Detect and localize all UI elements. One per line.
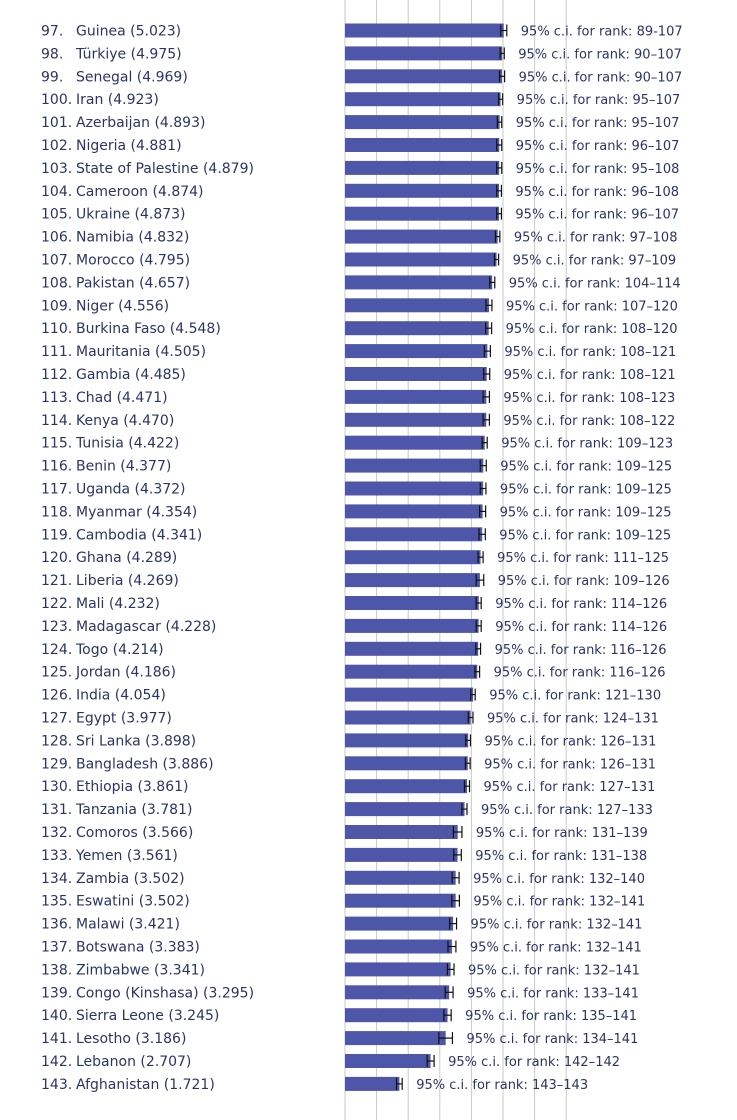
- bar: [345, 550, 481, 564]
- bar: [345, 596, 479, 610]
- bar: [345, 138, 499, 152]
- bar: [345, 619, 479, 633]
- country-label: Ukraine (4.873): [76, 206, 186, 223]
- bar: [345, 779, 467, 793]
- country-label: Sri Lanka (3.898): [76, 733, 197, 750]
- ci-label: 95% c.i. for rank: 116–126: [493, 665, 666, 681]
- ci-label: 95% c.i. for rank: 133–141: [467, 986, 639, 1002]
- ci-label: 95% c.i. for rank: 96–107: [515, 139, 680, 154]
- rank-label: 125.: [41, 664, 73, 681]
- rank-label: 98.: [41, 46, 64, 63]
- country-label: India (4.054): [76, 687, 166, 704]
- bar: [345, 367, 487, 381]
- rank-label: 127.: [41, 710, 73, 727]
- rank-label: 138.: [41, 962, 73, 979]
- country-label: Zimbabwe (3.341): [76, 962, 205, 979]
- rank-label: 130.: [41, 779, 73, 796]
- rank-label: 110.: [41, 321, 73, 338]
- rank-label: 123.: [41, 618, 73, 635]
- ci-label: 95% c.i. for rank: 114–126: [495, 619, 668, 635]
- ci-label: 95% c.i. for rank: 132–141: [469, 940, 642, 956]
- rank-label: 105.: [41, 206, 73, 223]
- rank-label: 106.: [41, 229, 73, 246]
- bar: [345, 344, 487, 358]
- bar: [345, 482, 483, 496]
- country-label: Zambia (3.502): [76, 870, 185, 887]
- bar: [345, 46, 502, 60]
- country-label: Lebanon (2.707): [76, 1054, 192, 1070]
- rank-label: 140.: [41, 1008, 73, 1025]
- bar: [345, 894, 456, 908]
- ci-label: 95% c.i. for rank: 109–125: [499, 482, 672, 498]
- ci-label: 95% c.i. for rank: 109–125: [499, 528, 672, 544]
- bar: [345, 459, 483, 473]
- ci-label: 95% c.i. for rank: 135–141: [465, 1009, 638, 1025]
- bar: [345, 230, 498, 244]
- ci-label: 95% c.i. for rank: 107–120: [505, 299, 678, 315]
- ci-label: 95% c.i. for rank: 104–114: [508, 276, 681, 292]
- rank-label: 135.: [41, 893, 73, 910]
- ci-label: 95% c.i. for rank: 132–140: [473, 871, 645, 887]
- country-label: Liberia (4.269): [76, 573, 179, 590]
- bar: [345, 711, 471, 725]
- country-label: Tanzania (3.781): [76, 802, 193, 819]
- country-label: State of Palestine (4.879): [76, 160, 254, 177]
- ci-label: 95% c.i. for rank: 90–107: [518, 47, 682, 63]
- rank-label: 97.: [41, 23, 64, 40]
- rank-label: 99.: [41, 69, 64, 86]
- rank-label: 107.: [41, 252, 73, 269]
- rank-label: 134.: [41, 870, 73, 887]
- country-label: Afghanistan (1.721): [76, 1076, 215, 1093]
- rank-label: 109.: [41, 298, 73, 315]
- rank-label: 116.: [41, 458, 73, 475]
- rank-label: 111.: [41, 344, 73, 361]
- rank-label: 100.: [41, 92, 73, 109]
- ci-label: 95% c.i. for rank: 126–131: [484, 734, 657, 750]
- ci-label: 95% c.i. for rank: 97–108: [513, 230, 678, 246]
- ci-label: 95% c.i. for rank: 96–108: [515, 184, 680, 200]
- rank-label: 143.: [41, 1076, 73, 1093]
- rank-label: 137.: [41, 939, 73, 956]
- country-label: Yemen (3.561): [76, 847, 178, 864]
- country-label: Mauritania (4.505): [76, 344, 207, 361]
- rank-label: 114.: [41, 412, 73, 429]
- bar: [345, 24, 504, 38]
- rank-label: 118.: [41, 504, 73, 521]
- bar: [345, 756, 468, 770]
- ci-label: 95% c.i. for rank: 124–131: [486, 711, 659, 727]
- rank-label: 124.: [41, 641, 73, 658]
- rank-label: 139.: [41, 985, 73, 1002]
- bar: [345, 1054, 431, 1068]
- rank-label: 101.: [41, 115, 73, 132]
- ci-label: 95% c.i. for rank: 132–141: [468, 963, 640, 979]
- bar: [345, 1008, 448, 1022]
- country-label: Egypt (3.977): [76, 710, 172, 727]
- bar: [345, 504, 483, 518]
- bar: [345, 92, 501, 106]
- rank-label: 103.: [41, 160, 73, 177]
- ci-label: 95% c.i. for rank: 97–109: [512, 253, 677, 269]
- rank-label: 141.: [41, 1031, 73, 1048]
- bar: [345, 115, 500, 129]
- rank-label: 121.: [41, 573, 73, 590]
- rank-label: 128.: [41, 733, 73, 750]
- rank-label: 122.: [41, 596, 73, 612]
- rank-label: 104.: [41, 183, 73, 200]
- country-label: Comoros (3.566): [76, 825, 194, 841]
- rank-label: 142.: [41, 1054, 73, 1070]
- country-label: Myanmar (4.354): [76, 504, 198, 521]
- bar: [345, 161, 499, 175]
- country-label: Azerbaijan (4.893): [76, 115, 206, 132]
- ci-label: 95% c.i. for rank: 89-107: [520, 24, 683, 40]
- bar: [345, 1077, 399, 1091]
- bar: [345, 253, 497, 267]
- bar: [345, 527, 482, 541]
- bar: [345, 413, 486, 427]
- country-label: Mali (4.232): [76, 596, 160, 612]
- ci-label: 95% c.i. for rank: 143–143: [416, 1077, 589, 1093]
- ci-label: 95% c.i. for rank: 132–141: [470, 917, 643, 933]
- rank-label: 126.: [41, 687, 73, 704]
- bar: [345, 573, 480, 587]
- ci-label: 95% c.i. for rank: 121–130: [489, 688, 662, 704]
- bar: [345, 985, 449, 999]
- country-label: Sierra Leone (3.245): [76, 1008, 220, 1025]
- country-label: Jordan (4.186): [76, 664, 176, 681]
- bar: [345, 688, 473, 702]
- country-label: Chad (4.471): [76, 389, 168, 406]
- rank-label: 131.: [41, 802, 73, 819]
- bar: [345, 321, 489, 335]
- country-label: Ethiopia (3.861): [76, 779, 189, 796]
- country-label: Guinea (5.023): [76, 23, 182, 40]
- ci-label: 95% c.i. for rank: 108–120: [505, 322, 678, 338]
- country-label: Iran (4.923): [76, 92, 159, 109]
- country-label: Cameroon (4.874): [76, 183, 204, 200]
- bar: [345, 69, 502, 83]
- ci-label: 95% c.i. for rank: 95–107: [516, 93, 681, 109]
- ci-label: 95% c.i. for rank: 142–142: [448, 1055, 621, 1070]
- country-label: Congo (Kinshasa) (3.295): [76, 985, 255, 1002]
- country-label: Bangladesh (3.886): [76, 756, 214, 773]
- ci-label: 95% c.i. for rank: 132–141: [473, 894, 646, 910]
- bar: [345, 940, 452, 954]
- bar: [345, 848, 458, 862]
- rank-label: 132.: [41, 825, 73, 841]
- country-label: Gambia (4.485): [76, 367, 186, 383]
- ci-label: 95% c.i. for rank: 134–141: [466, 1032, 639, 1048]
- bar: [345, 436, 485, 450]
- country-label: Malawi (3.421): [76, 916, 180, 933]
- bar: [345, 733, 468, 747]
- ci-label: 95% c.i. for rank: 109–126: [497, 574, 670, 590]
- country-label: Pakistan (4.657): [76, 275, 191, 292]
- rank-label: 117.: [41, 481, 73, 498]
- bar: [345, 298, 489, 312]
- country-label: Kenya (4.470): [76, 412, 175, 429]
- country-label: Madagascar (4.228): [76, 618, 217, 635]
- ci-label: 95% c.i. for rank: 95–107: [515, 116, 680, 132]
- ci-label: 95% c.i. for rank: 127–133: [480, 803, 653, 819]
- ci-label: 95% c.i. for rank: 108–123: [503, 390, 676, 406]
- country-label: Lesotho (3.186): [76, 1031, 187, 1048]
- rank-label: 129.: [41, 756, 73, 773]
- ci-label: 95% c.i. for rank: 109–123: [501, 436, 674, 452]
- bar: [345, 871, 456, 885]
- rank-label: 102.: [41, 138, 73, 154]
- ci-label: 95% c.i. for rank: 108–121: [503, 368, 676, 383]
- country-label: Cambodia (4.341): [76, 527, 203, 544]
- bar: [345, 825, 458, 839]
- country-label: Senegal (4.969): [76, 69, 188, 86]
- country-label: Botswana (3.383): [76, 939, 200, 956]
- bar: [345, 275, 492, 289]
- bar: [345, 390, 486, 404]
- rank-label: 133.: [41, 847, 73, 864]
- bar: [345, 802, 464, 816]
- ci-label: 95% c.i. for rank: 111–125: [497, 551, 670, 567]
- country-label: Türkiye (4.975): [76, 46, 182, 63]
- ci-label: 95% c.i. for rank: 131–139: [475, 826, 648, 841]
- country-label: Eswatini (3.502): [76, 893, 190, 910]
- ci-label: 95% c.i. for rank: 108–121: [504, 345, 677, 361]
- rank-label: 113.: [41, 389, 73, 406]
- ci-label: 95% c.i. for rank: 114–126: [495, 597, 668, 612]
- ci-label: 95% c.i. for rank: 116–126: [494, 642, 667, 658]
- ci-label: 95% c.i. for rank: 127–131: [483, 780, 656, 796]
- country-label: Uganda (4.372): [76, 481, 186, 498]
- bar: [345, 207, 499, 221]
- rank-label: 112.: [41, 367, 73, 383]
- ci-label: 95% c.i. for rank: 96–107: [515, 207, 680, 223]
- country-label: Niger (4.556): [76, 298, 170, 315]
- ci-label: 95% c.i. for rank: 95–108: [515, 161, 680, 177]
- ci-label: 95% c.i. for rank: 108–122: [503, 413, 676, 429]
- country-label: Burkina Faso (4.548): [76, 321, 221, 338]
- country-label: Namibia (4.832): [76, 229, 190, 246]
- rank-label: 120.: [41, 550, 73, 567]
- ci-label: 95% c.i. for rank: 90–107: [518, 70, 683, 86]
- country-label: Benin (4.377): [76, 458, 172, 475]
- bar: [345, 917, 453, 931]
- country-label: Morocco (4.795): [76, 252, 191, 269]
- bar: [345, 1031, 446, 1045]
- bar: [345, 665, 477, 679]
- ci-label: 95% c.i. for rank: 126–131: [484, 757, 657, 773]
- country-label: Ghana (4.289): [76, 550, 178, 567]
- rank-label: 115.: [41, 435, 73, 452]
- rank-label: 119.: [41, 527, 73, 544]
- bar: [345, 962, 451, 976]
- bar: [345, 184, 499, 198]
- ci-label: 95% c.i. for rank: 131–138: [475, 848, 648, 864]
- ci-label: 95% c.i. for rank: 109–125: [500, 459, 673, 475]
- country-label: Nigeria (4.881): [76, 138, 182, 154]
- ci-label: 95% c.i. for rank: 109–125: [499, 505, 672, 521]
- country-label: Tunisia (4.422): [76, 435, 180, 452]
- country-label: Togo (4.214): [76, 641, 164, 658]
- rank-label: 108.: [41, 275, 73, 292]
- bar: [345, 642, 478, 656]
- rank-label: 136.: [41, 916, 73, 933]
